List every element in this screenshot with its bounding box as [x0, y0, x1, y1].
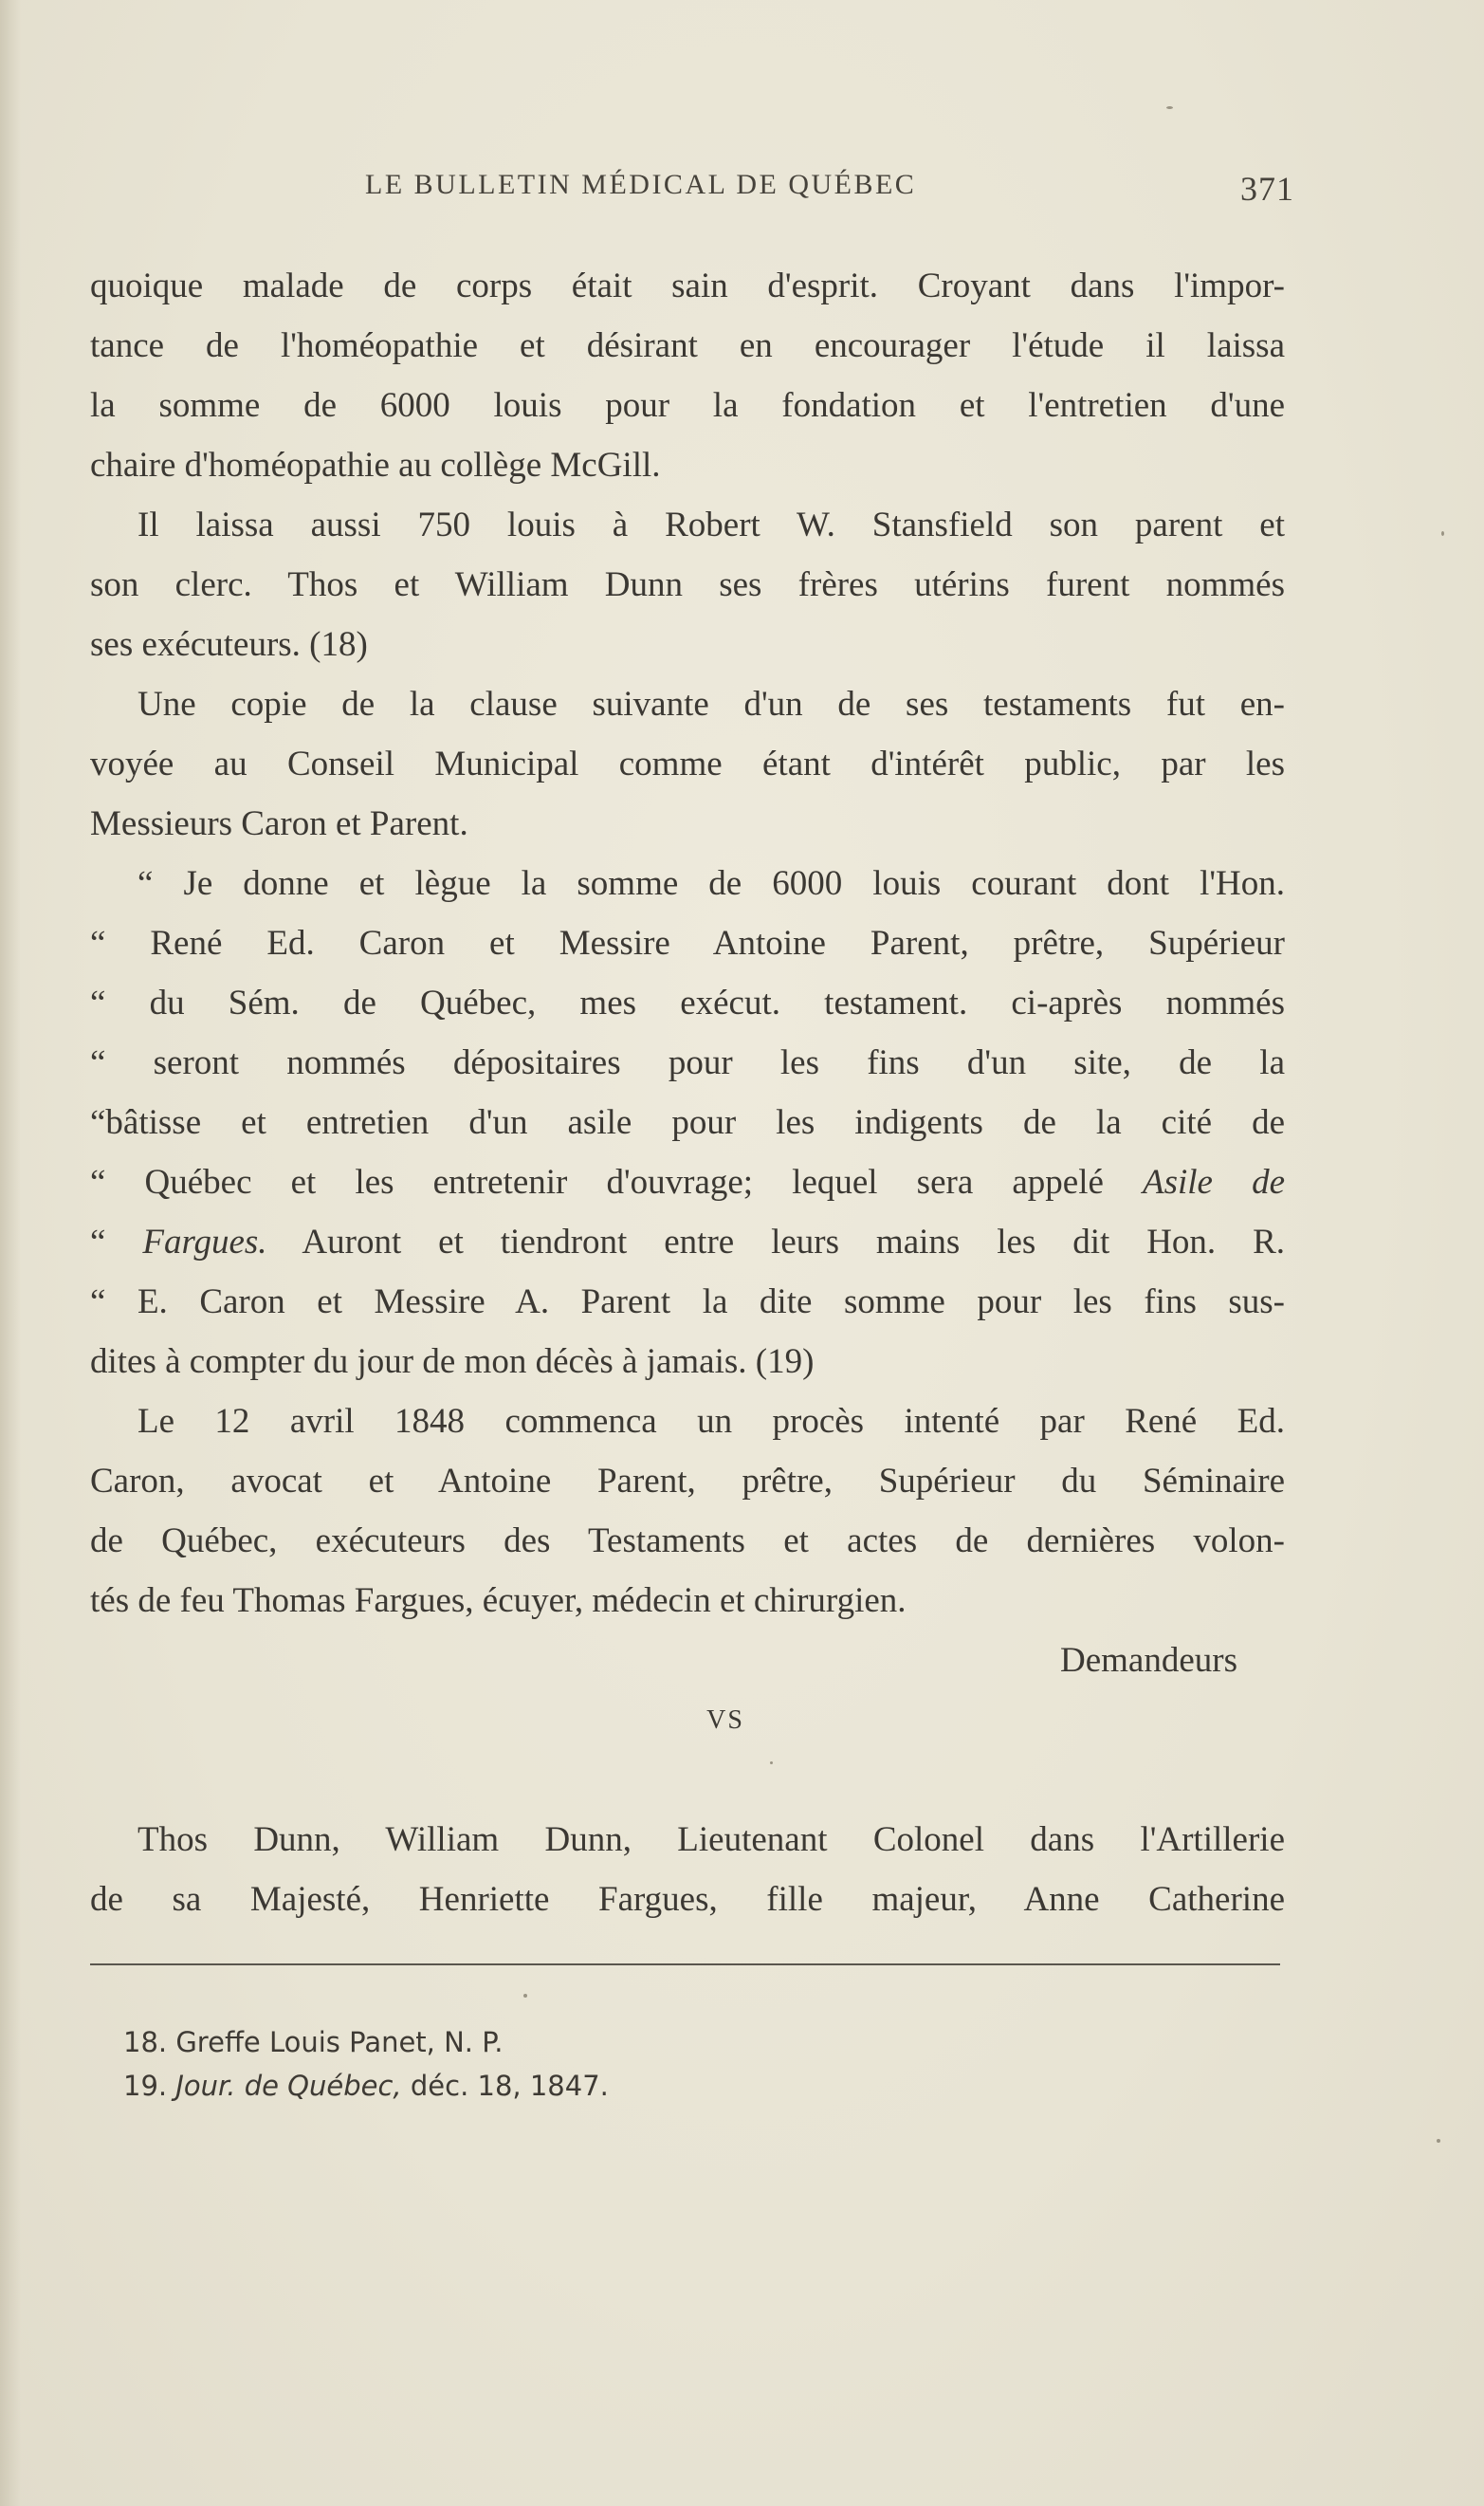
text-line: Une copie de la clause suivante d'un de ses testaments fut en- — [137, 685, 1285, 724]
spine-shadow — [0, 0, 21, 2506]
text-line: ses exécuteurs. (18) — [90, 625, 368, 664]
text-line: Thos Dunn, William Dunn, Lieutenant Colonel dans l'Artillerie — [137, 1820, 1285, 1859]
footnote-19 — [123, 2064, 609, 2108]
text-line: de Québec, exécuteurs des Testaments et actes de dernières volon- — [90, 1521, 1285, 1560]
page-header — [90, 169, 1294, 216]
text-segment: “ Québec et les entretenir d'ouvrage; lequel sera appelé — [90, 1163, 1104, 1202]
text-line: la somme de 6000 louis pour la fondation et l'entretien d'une — [90, 386, 1285, 425]
italic-text: Fargues. — [142, 1223, 267, 1262]
text-line: de sa Majesté, Henriette Fargues, fille majeur, Anne Catherine — [90, 1880, 1285, 1919]
text-line: “bâtisse et entretien d'un asile pour les indigents de la cité de — [90, 1103, 1285, 1142]
text-line: “ Je donne et lègue la somme de 6000 louis courant dont l'Hon. — [137, 864, 1285, 903]
vs-label: VS — [706, 1705, 744, 1735]
footnote-rule — [90, 1963, 1280, 1965]
text-line: “ E. Caron et Messire A. Parent la dite somme pour les fins sus- — [90, 1282, 1285, 1321]
paper-speck — [1166, 106, 1173, 109]
spacer — [90, 1750, 1285, 1810]
demandeurs-label: Demandeurs — [1060, 1641, 1237, 1680]
text-line: son clerc. Thos et William Dunn ses frères utérins furent nommés — [90, 565, 1285, 604]
paper-speck — [1441, 531, 1444, 536]
footnote-italic-source: Jour. de Québec, — [175, 2070, 402, 2102]
paper-speck — [770, 1761, 773, 1764]
paper-speck — [523, 1994, 527, 1998]
text-line: Le 12 avril 1848 commenca un procès intenté par René Ed. — [137, 1402, 1285, 1441]
footnote-number: 19. — [123, 2070, 168, 2102]
text-line: chaire d'homéopathie au collège McGill. — [90, 446, 661, 485]
text-line: tés de feu Thomas Fargues, écuyer, médecin et chirurgien. — [90, 1581, 907, 1620]
text-segment: Auront et tiendront entre leurs mains les dit Hon. R. — [302, 1223, 1285, 1262]
paper-speck — [1437, 2139, 1440, 2143]
text-line: Messieurs Caron et Parent. — [90, 804, 468, 843]
text-line: voyée au Conseil Municipal comme étant d'intérêt public, par les — [90, 745, 1285, 783]
footnotes — [123, 2020, 609, 2108]
text-line: Il laissa aussi 750 louis à Robert W. Stansfield son parent et — [137, 506, 1285, 544]
text-line: “ du Sém. de Québec, mes exécut. testament. ci-après nommés — [90, 984, 1285, 1023]
footnote-date: déc. 18, 1847. — [410, 2070, 609, 2102]
text-line: Caron, avocat et Antoine Parent, prêtre, Supérieur du Séminaire — [90, 1462, 1285, 1501]
text-line-with-italic — [90, 1152, 1285, 1212]
text-line: quoique malade de corps était sain d'esprit. Croyant dans l'impor- — [90, 267, 1285, 305]
text-line: “ René Ed. Caron et Messire Antoine Parent, prêtre, Supérieur — [90, 924, 1285, 963]
quote-mark: “ — [90, 1223, 106, 1262]
text-line: “ seront nommés dépositaires pour les fins d'un site, de la — [90, 1043, 1285, 1082]
running-head: LE BULLETIN MÉDICAL DE QUÉBEC — [365, 169, 917, 200]
footnote-18: 18. Greffe Louis Panet, N. P. — [123, 2026, 504, 2058]
body-text — [90, 256, 1285, 1929]
text-line: dites à compter du jour de mon décès à jamais. (19) — [90, 1342, 815, 1381]
italic-text: Asile de — [1143, 1163, 1286, 1202]
page-number: 371 — [1240, 170, 1294, 208]
text-line-with-italic — [90, 1212, 1285, 1272]
text-line: tance de l'homéopathie et désirant en encourager l'étude il laissa — [90, 326, 1285, 365]
